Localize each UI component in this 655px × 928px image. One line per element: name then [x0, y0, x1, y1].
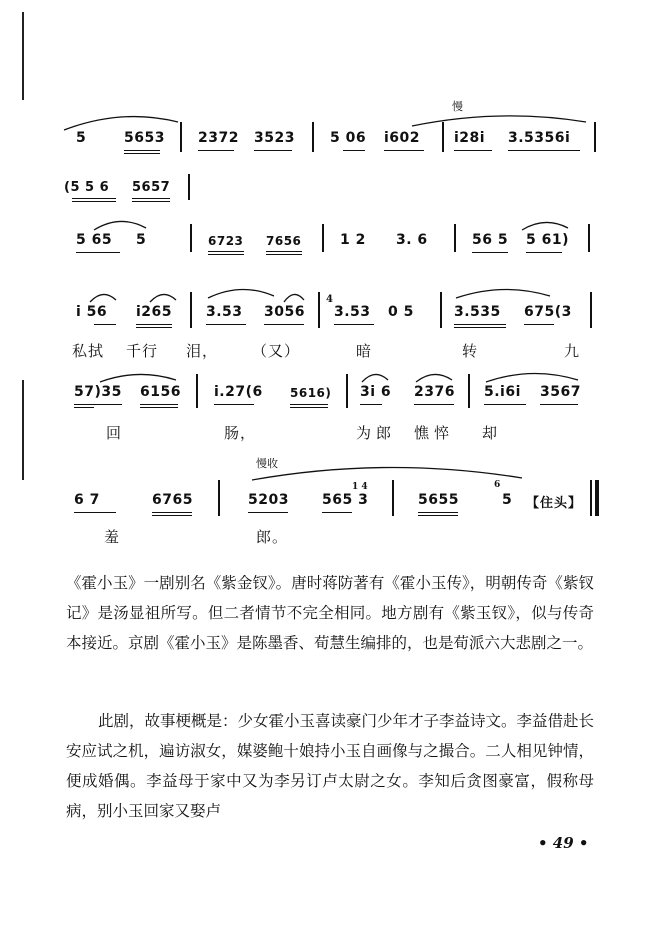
- bar-line: [468, 374, 470, 408]
- paragraph-intro: 《霍小玉》一剧别名《紫金钗》。唐时蒋防著有《霍小玉传》，明朝传奇《紫钗记》是汤显祖所写。但二者情节不完全相同。地方剧有《紫玉钗》，似与传奇本接近。京剧《霍小玉》是陈墨香、荀慧生编排的，也是荀派六大悲剧之一。: [66, 574, 594, 652]
- slur: [414, 370, 454, 384]
- note-group: 0 5: [388, 304, 414, 320]
- lyric: 憔: [414, 424, 431, 442]
- ending-mark: 【住头】: [526, 496, 583, 511]
- underline: [132, 198, 170, 199]
- lyric: 悴: [434, 424, 451, 442]
- bar-line: [196, 374, 198, 408]
- note-group: 7656: [266, 234, 302, 248]
- margin-line: [22, 380, 24, 480]
- slur: [360, 370, 390, 384]
- slur: [282, 290, 306, 304]
- note-group: 5: [76, 130, 87, 146]
- bar-line: [588, 224, 590, 252]
- bar-line: [190, 292, 192, 328]
- underline: [343, 150, 365, 151]
- note-group: 5.i6i: [484, 384, 521, 400]
- lyric: 羞: [104, 528, 121, 546]
- slur: [250, 462, 524, 482]
- bar-line: [188, 174, 190, 200]
- grace-note: 1 4: [352, 482, 368, 492]
- underline: [454, 324, 506, 325]
- slur: [92, 216, 148, 232]
- note-group: 6723: [208, 234, 244, 248]
- note-group: 5655: [418, 492, 459, 508]
- lyric: 肠，: [224, 424, 257, 442]
- note-group: 6156: [140, 384, 181, 400]
- note-group: 6 7: [74, 492, 100, 508]
- final-bar-thin: [590, 480, 592, 516]
- note-group: 1 2: [340, 232, 366, 248]
- underline: [526, 252, 562, 253]
- underline: [72, 198, 116, 199]
- underline: [208, 251, 244, 252]
- bar-line: [322, 224, 324, 252]
- bar-line: [218, 480, 220, 516]
- bar-line: [392, 480, 394, 516]
- note-group: i602: [384, 130, 421, 146]
- margin-line: [22, 12, 24, 100]
- note-group: 2372: [198, 130, 239, 146]
- note-group: i 56: [76, 304, 108, 320]
- note-group: 5 65: [76, 232, 113, 248]
- underline: [74, 407, 94, 408]
- lyric: 九: [564, 342, 581, 360]
- bar-line: [590, 292, 592, 328]
- underline: [152, 512, 192, 513]
- bar-line: [440, 292, 442, 328]
- underline: [290, 404, 328, 405]
- underline: [540, 404, 578, 405]
- note-group: 6765: [152, 492, 193, 508]
- underline: [140, 404, 178, 405]
- slur: [410, 110, 590, 130]
- note-group: 5203: [248, 492, 289, 508]
- bar-line: [346, 374, 348, 408]
- underline: [74, 404, 122, 405]
- underline: [454, 150, 492, 151]
- underline: [214, 404, 254, 405]
- final-bar-thick: [595, 480, 599, 516]
- note-group: 565 3: [322, 492, 369, 508]
- note-group: 3. 6: [396, 232, 428, 248]
- slur: [206, 284, 276, 300]
- note-group: 3056: [264, 304, 305, 320]
- slur: [88, 290, 118, 304]
- underline: [248, 512, 288, 513]
- slur: [520, 218, 570, 232]
- bar-line: [594, 122, 596, 152]
- underline: [334, 324, 374, 325]
- note-group: 3567: [540, 384, 581, 400]
- lyric: 泪，: [186, 342, 219, 360]
- slur: [454, 284, 552, 300]
- underline: [140, 407, 178, 408]
- grace-note: 6: [494, 480, 501, 490]
- underline: [94, 324, 116, 325]
- underline: [484, 404, 526, 405]
- note-group: 5: [136, 232, 147, 248]
- slur: [484, 368, 580, 384]
- underline: [418, 512, 458, 513]
- note-group: 57)35: [74, 384, 122, 400]
- underline: [524, 324, 554, 325]
- note-group: 5616): [290, 386, 332, 400]
- bar-line: [454, 224, 456, 252]
- bar-line: [190, 224, 192, 252]
- underline: [254, 150, 292, 151]
- underline: [206, 324, 246, 325]
- note-group: 3.53: [206, 304, 243, 320]
- underline: [74, 512, 116, 513]
- slur: [62, 112, 182, 132]
- underline: [76, 252, 120, 253]
- underline: [418, 515, 458, 516]
- lyric: 转: [462, 342, 479, 360]
- note-group: i28i: [454, 130, 486, 146]
- paragraph-synopsis: 此剧，故事梗概是：少女霍小玉喜读豪门少年才子李益诗文。李益借赴长安应试之机，遍访淑女，媒婆鲍十娘持小玉自画像与之撮合。二人相见钟情，便成婚偶。李益母于家中又为李另订卢太尉之女。李知后贪图豪富，假称母病，别小玉回家又娶卢: [66, 712, 595, 820]
- note-group: 675(3: [524, 304, 572, 320]
- underline: [322, 512, 352, 513]
- lyric: 郎: [376, 424, 393, 442]
- underline: [266, 251, 302, 252]
- note-group: 5 06: [330, 130, 367, 146]
- underline: [152, 515, 192, 516]
- lyric: 为: [356, 424, 373, 442]
- underline: [132, 201, 170, 202]
- underline: [266, 254, 302, 255]
- lyric: 千行: [126, 342, 159, 360]
- underline: [208, 254, 244, 255]
- lyric: 却: [482, 424, 499, 442]
- note-group: 5: [502, 492, 513, 508]
- underline: [124, 150, 160, 151]
- note-group: 56 5: [472, 232, 509, 248]
- underline: [72, 201, 116, 202]
- underline: [472, 252, 508, 253]
- underline: [136, 327, 172, 328]
- note-group: i265: [136, 304, 173, 320]
- underline: [508, 150, 580, 151]
- lyric: 暗: [356, 342, 373, 360]
- underline: [264, 324, 304, 325]
- note-group: (5 5 6: [64, 180, 110, 195]
- lyric: 私拭: [72, 342, 105, 360]
- underline: [384, 150, 424, 151]
- note-group: 3.535: [454, 304, 501, 320]
- underline: [290, 407, 328, 408]
- underline: [136, 324, 172, 325]
- note-group: 3.53: [334, 304, 371, 320]
- note-group: 3.5356i: [508, 130, 571, 146]
- note-group: 2376: [414, 384, 455, 400]
- note-group: 3i 6: [360, 384, 392, 400]
- bar-line: [312, 122, 314, 152]
- note-group: 5653: [124, 130, 165, 146]
- underline: [198, 150, 234, 151]
- note-group: 5657: [132, 180, 171, 195]
- page-number: • 49 •: [538, 834, 589, 852]
- tempo-mark-slow-close: 慢收: [256, 457, 278, 470]
- lyric: （又）: [252, 342, 301, 360]
- tempo-mark-slow: 慢: [452, 100, 463, 113]
- slur: [148, 290, 178, 304]
- bar-line: [318, 292, 320, 328]
- underline: [360, 404, 382, 405]
- underline: [414, 404, 454, 405]
- slur: [98, 370, 178, 384]
- underline: [454, 327, 506, 328]
- note-group: 3523: [254, 130, 295, 146]
- note-group: i.27(6: [214, 384, 263, 400]
- note-group: 5 61): [526, 232, 569, 248]
- grace-note: 4: [326, 294, 333, 305]
- underline: [124, 153, 160, 154]
- lyric: 回: [106, 424, 123, 442]
- lyric: 郎。: [256, 528, 289, 546]
